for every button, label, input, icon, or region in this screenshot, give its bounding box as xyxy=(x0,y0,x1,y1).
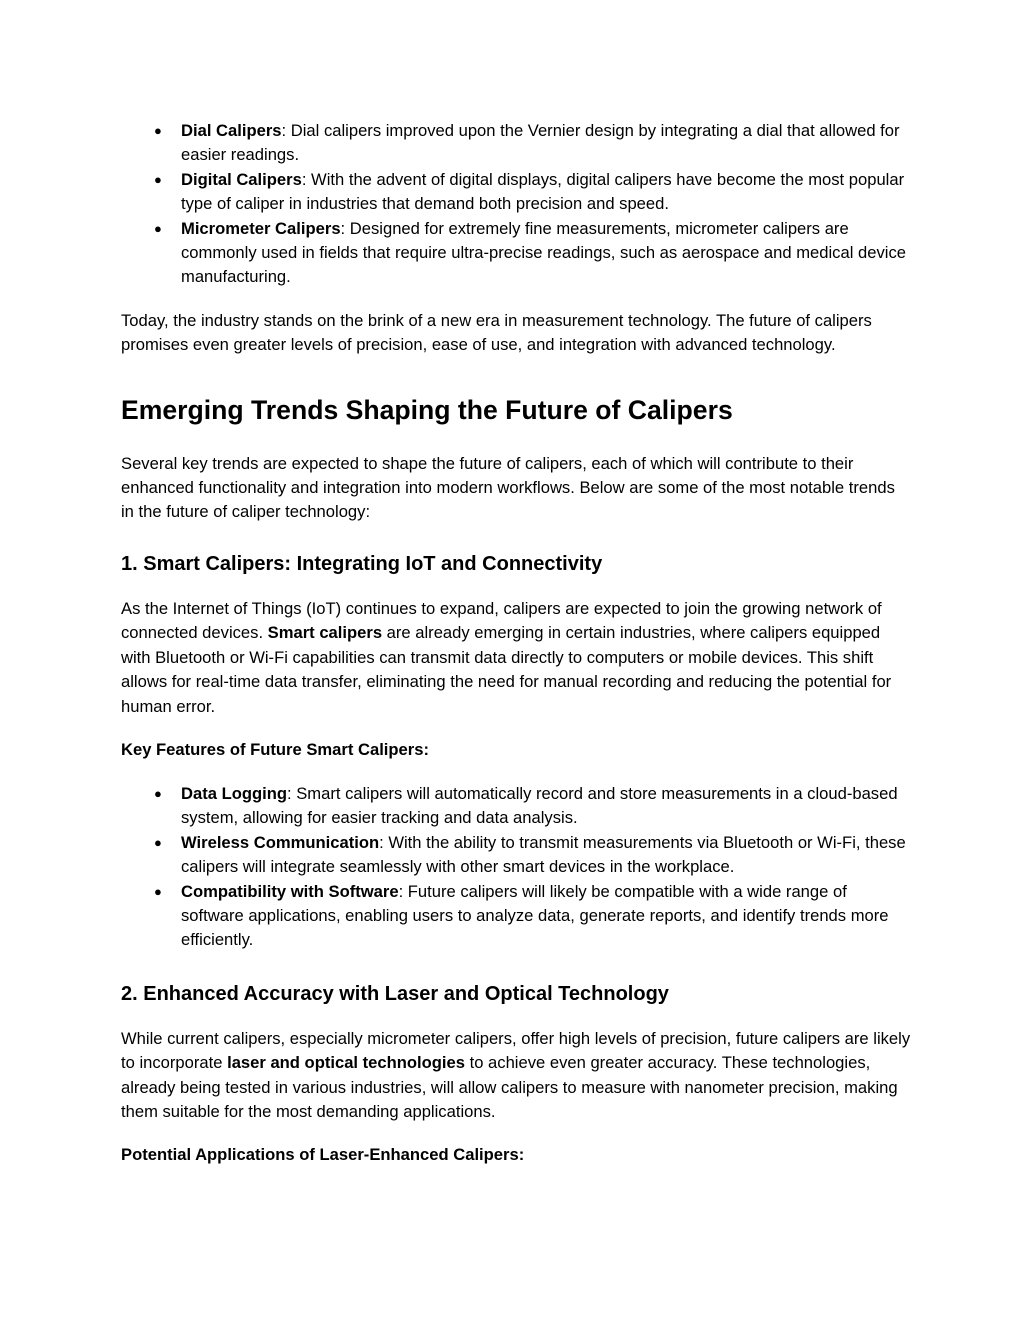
trend2-text-bold: laser and optical technologies xyxy=(227,1053,465,1073)
list-item-text: : Smart calipers will automatically record and store measurements in a cloud-based system, allowing for easier tracking and data analysis. xyxy=(181,783,898,828)
trend1-text-after: are already emerging in certain industries, where calipers equipped with Bluetooth or Wi-Fi capabilities can transmit data directly to computers or mobile devices. This shift allows for real-time data transfer, eliminating the need for manual recording and reducing the potential for human error. xyxy=(121,623,892,716)
bullet-icon: ● xyxy=(154,785,162,801)
list-item-term: Dial Calipers xyxy=(181,121,282,140)
trend1-text-bold: Smart calipers xyxy=(267,623,383,643)
section-intro: Several key trends are expected to shape the future of calipers, each of which will contribute to their enhanced functionality and integration into modern workflows. Below are some of the most notable trends in the future of caliper technology: xyxy=(121,453,895,522)
list-item-text: : With the ability to transmit measurements via Bluetooth or Wi-Fi, these calipers will integrate seamlessly with other smart devices in the workplace. xyxy=(181,832,906,877)
trend1-text-before: As the Internet of Things (IoT) continues to expand, calipers are expected to join the growing network of connected devices. xyxy=(121,598,882,643)
section-title: Emerging Trends Shaping the Future of Calipers xyxy=(121,394,733,425)
bullet-icon: ● xyxy=(154,883,162,899)
list-item-term: Data Logging xyxy=(181,783,288,803)
list-item xyxy=(121,831,911,880)
list-item-text: : Future calipers will likely be compatible with a wide range of software applications, enabling users to analyze data, generate reports, and identify trends more efficiently. xyxy=(181,881,889,950)
list-item xyxy=(121,880,911,953)
trend2-paragraph xyxy=(121,1027,911,1125)
list-item-text: : Designed for extremely fine measurements, micrometer calipers are commonly used in fields that require ultra-precise readings, such as aerospace and medical device manufacturing. xyxy=(181,218,906,287)
trend2-heading: 2. Enhanced Accuracy with Laser and Optical Technology xyxy=(121,982,669,1005)
applications-heading: Potential Applications of Laser-Enhanced Calipers: xyxy=(121,1145,525,1165)
list-item-term: Compatibility with Software xyxy=(181,881,399,901)
list-item-text: : With the advent of digital displays, digital calipers have become the most popular type of caliper in industries that demand both precision and speed. xyxy=(181,169,905,214)
trend1-heading: 1. Smart Calipers: Integrating IoT and Connectivity xyxy=(121,552,603,575)
list-item-text: : Dial calipers improved upon the Vernier design by integrating a dial that allowed for easier readings. xyxy=(181,121,900,165)
bullet-icon: ● xyxy=(154,834,162,850)
list-item-term: Digital Calipers xyxy=(181,169,302,189)
list-item xyxy=(121,119,911,168)
list-item-term: Micrometer Calipers xyxy=(181,218,341,238)
trend2-text-before: While current calipers, especially micrometer calipers, offer high levels of precision, future calipers are likely to incorporate xyxy=(121,1028,911,1073)
document-page xyxy=(121,119,911,1167)
trend2-text-after: to achieve even greater accuracy. These technologies, already being tested in various industries, will allow calipers to measure with nanometer precision, making them suitable for the most demanding applications. xyxy=(121,1053,898,1121)
features-list xyxy=(121,782,911,953)
list-item xyxy=(121,168,911,217)
list-item-term: Wireless Communication xyxy=(181,832,380,852)
bullet-icon: ● xyxy=(154,171,162,187)
bullet-icon: ● xyxy=(154,123,162,138)
trend1-paragraph xyxy=(121,597,911,719)
caliper-types-list xyxy=(121,119,911,290)
today-paragraph: Today, the industry stands on the brink of a new era in measurement technology. The future of calipers promises even greater levels of precision, ease of use, and integration with advanced technology. xyxy=(121,310,872,355)
list-item xyxy=(121,217,911,290)
bullet-icon: ● xyxy=(154,220,162,236)
list-item xyxy=(121,782,911,831)
features-heading: Key Features of Future Smart Calipers: xyxy=(121,739,429,759)
